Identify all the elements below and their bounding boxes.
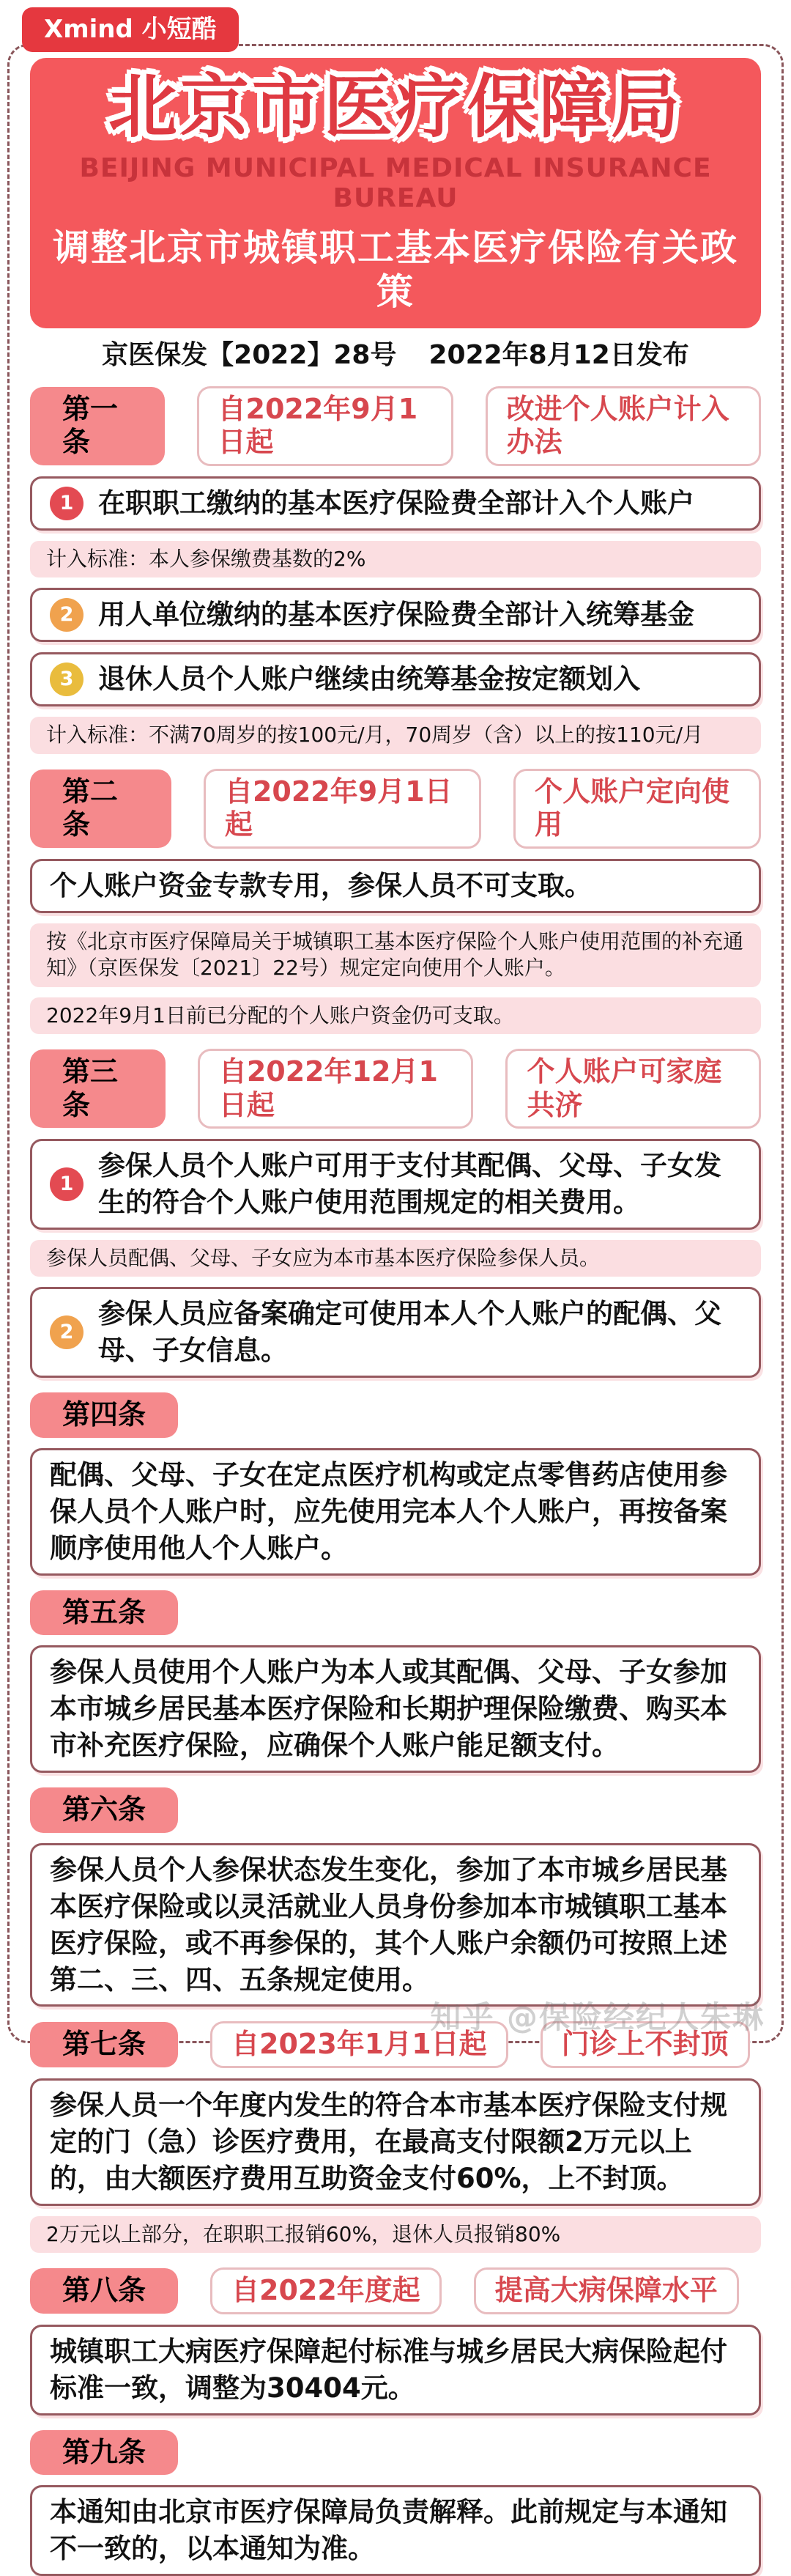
- policy-item: [30, 859, 761, 913]
- policy-item-text: 配偶、父母、子女在定点医疗机构或定点零售药店使用参保人员个人账户时，应先使用完本人个人账户，再按备案顺序使用他人个人账户。: [50, 1458, 727, 1564]
- policy-item-text: 本通知由北京市医疗保障局负责解释。此前规定与本通知不一致的，以本通知为准。: [50, 2496, 727, 2565]
- section-badge: 第一条: [30, 387, 165, 465]
- number-2-icon: 2: [50, 1315, 83, 1349]
- effective-date-pill: 自2022年12月1日起: [198, 1049, 474, 1129]
- number-2-icon: 2: [50, 598, 83, 632]
- page-subtitle-en: BEIJING MUNICIPAL MEDICAL INSURANCE BUREAU: [79, 153, 712, 214]
- policy-note: 计入标准：本人参保缴费基数的2%: [30, 541, 761, 577]
- section-badge: 第四条: [30, 1392, 178, 1438]
- publish-date: 2022年8月12日发布: [428, 339, 689, 370]
- policy-item: [30, 1287, 761, 1378]
- policy-note: 2万元以上部分，在职职工报销60%，退休人员报销80%: [30, 2216, 761, 2253]
- number-3-icon: 3: [50, 663, 83, 696]
- section-badge: 第九条: [30, 2430, 178, 2476]
- policy-note: 参保人员配偶、父母、子女应为本市基本医疗保险参保人员。: [30, 1240, 761, 1277]
- topic-pill: 个人账户定向使用: [513, 769, 761, 849]
- section-4-header: [30, 1392, 761, 1438]
- policy-item-text: 参保人员个人账户可用于支付其配偶、父母、子女发生的符合个人账户使用范围规定的相关费用。: [98, 1150, 721, 1219]
- policy-item-text: 在职职工缴纳的基本医疗保险费全部计入个人账户: [98, 487, 694, 520]
- section-badge: 第五条: [30, 1590, 178, 1636]
- policy-item-text: 参保人员使用个人账户为本人或其配偶、父母、子女参加本市城乡居民基本医疗保险和长期护理保险缴费、购买本市补充医疗保险，应确保个人账户能足额支付。: [50, 1656, 727, 1762]
- topic-pill: 个人账户可家庭共济: [505, 1049, 761, 1129]
- policy-item-text: 个人账户资金专款专用，参保人员不可支取。: [50, 869, 592, 901]
- section-2-header: [30, 769, 761, 849]
- section-badge: 第二条: [30, 770, 171, 848]
- policy-item-text: 参保人员一个年度内发生的符合本市基本医疗保险支付规定的门（急）诊医疗费用，在最高支付限额2万元以上的，由大额医疗费用互助资金支付60%，上不封顶。: [50, 2089, 727, 2194]
- effective-date-pill: 自2023年1月1日起: [210, 2021, 508, 2068]
- doc-meta-line: [30, 339, 761, 372]
- topic-pill: 提高大病保障水平: [474, 2267, 739, 2314]
- policy-item: [30, 2485, 761, 2576]
- topic-pill: 改进个人账户计入办法: [486, 386, 761, 466]
- policy-note: 按《北京市医疗保障局关于城镇职工基本医疗保险个人账户使用范围的补充通知》（京医保发〔2021〕22号）规定定向使用个人账户。: [30, 923, 761, 987]
- policy-item-text: 参保人员应备案确定可使用本人个人账户的配偶、父母、子女信息。: [98, 1298, 721, 1367]
- section-badge: 第三条: [30, 1049, 166, 1128]
- section-9-header: [30, 2430, 761, 2476]
- policy-note: 2022年9月1日前已分配的个人账户资金仍可支取。: [30, 997, 761, 1034]
- brand-tab: Xmind 小短酷: [22, 7, 239, 52]
- section-5-header: [30, 1590, 761, 1636]
- policy-item: [30, 1139, 761, 1230]
- effective-date-pill: 自2022年9月1日起: [197, 386, 453, 466]
- policy-item: [30, 2325, 761, 2416]
- policy-item: [30, 1448, 761, 1576]
- number-1-icon: 1: [50, 487, 83, 520]
- number-1-icon: 1: [50, 1167, 83, 1201]
- policy-item: [30, 652, 761, 706]
- policy-item-text: 参保人员个人参保状态发生变化，参加了本市城乡居民基本医疗保险或以灵活就业人员身份参加本市城镇职工基本医疗保险，或不再参保的，其个人账户余额仍可按照上述第二、三、四、五条规定使用。: [50, 1853, 727, 1996]
- section-8-header: [30, 2267, 761, 2314]
- policy-item: [30, 476, 761, 531]
- content-frame: [7, 44, 784, 2565]
- policy-item: [30, 1843, 761, 2007]
- policy-note: 计入标准：不满70周岁的按100元/月，70周岁（含）以上的按110元/月: [30, 717, 761, 753]
- watermark: 知乎 @保险经纪人朱琳: [430, 1999, 765, 2035]
- policy-item-text: 用人单位缴纳的基本医疗保险费全部计入统筹基金: [98, 599, 694, 631]
- section-1-header: [30, 386, 761, 466]
- policy-item: [30, 2078, 761, 2206]
- policy-item-text: 城镇职工大病医疗保障起付标准与城乡居民大病保险起付标准一致，调整为30404元。: [50, 2335, 727, 2404]
- section-3-header: [30, 1049, 761, 1129]
- page-subtitle: 调整北京市城镇职工基本医疗保险有关政策: [53, 226, 738, 313]
- section-badge: 第七条: [30, 2022, 178, 2067]
- section-badge: 第八条: [30, 2268, 178, 2314]
- policy-item: [30, 588, 761, 642]
- section-6-header: [30, 1787, 761, 1833]
- policy-item: [30, 1645, 761, 1773]
- doc-number: 京医保发【2022】28号: [102, 339, 397, 370]
- section-badge: 第六条: [30, 1787, 178, 1833]
- effective-date-pill: 自2022年9月1日起: [204, 769, 481, 849]
- effective-date-pill: 自2022年度起: [210, 2267, 442, 2314]
- policy-item-text: 退休人员个人账户继续由统筹基金按定额划入: [98, 663, 640, 695]
- topic-pill: 门诊上不封顶: [541, 2021, 750, 2068]
- header-banner: [30, 58, 761, 328]
- page-title: 北京市医疗保障局: [108, 67, 683, 147]
